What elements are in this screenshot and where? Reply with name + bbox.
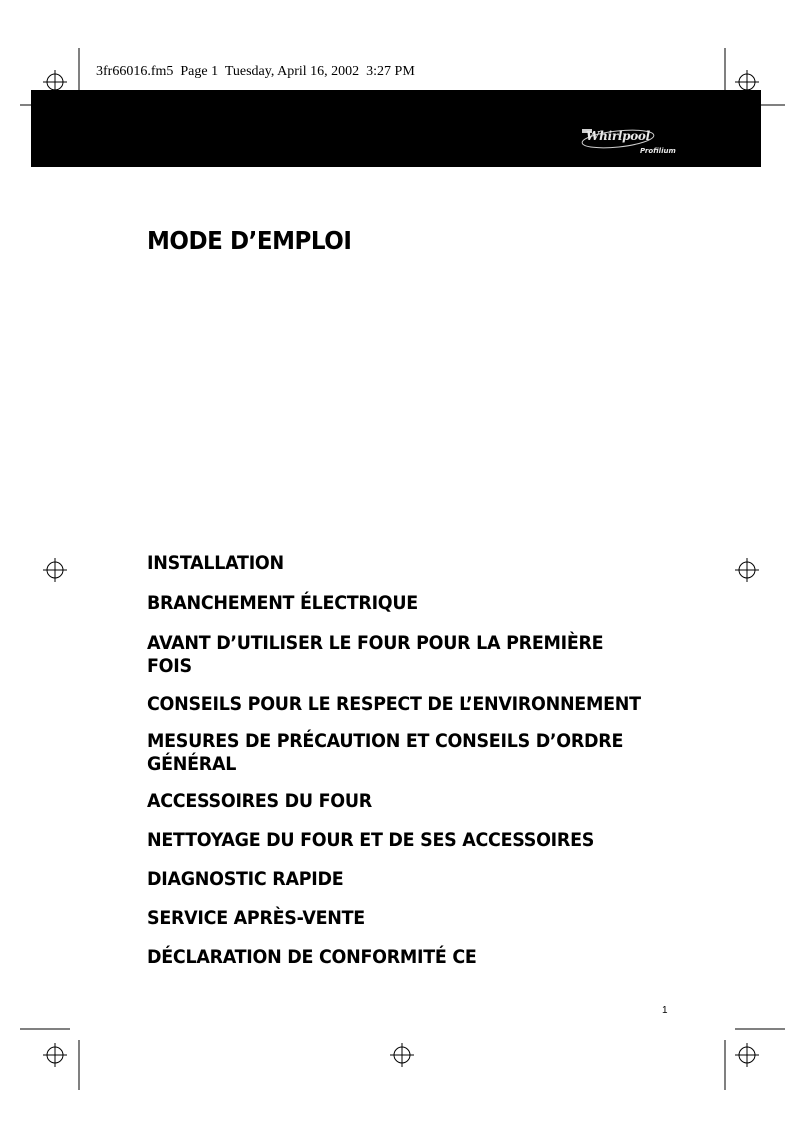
toc-item-declaration: DÉCLARATION DE CONFORMITÉ CE <box>147 946 477 968</box>
file-header: 3fr66016.fm5 Page 1 Tuesday, April 16, 2002 3:27 PM <box>96 64 415 79</box>
page-title: MODE D’EMPLOI <box>147 226 352 255</box>
toc-item-service: SERVICE APRÈS-VENTE <box>147 907 365 929</box>
logo-sub-text: Profilium <box>640 147 676 155</box>
toc-item-branchement: BRANCHEMENT ÉLECTRIQUE <box>147 592 418 614</box>
toc-item-mesures-precaution: MESURES DE PRÉCAUTION ET CONSEILS D’ORDRE GÉNÉRAL <box>147 730 624 775</box>
logo-brand-text: Whirlpool <box>586 129 650 143</box>
brand-logo <box>578 126 690 162</box>
toc-item-conseils-environnement: CONSEILS POUR LE RESPECT DE L’ENVIRONNEMENT <box>147 693 641 715</box>
toc-item-nettoyage: NETTOYAGE DU FOUR ET DE SES ACCESSOIRES <box>147 829 595 851</box>
page-number: 1 <box>662 1005 668 1016</box>
toc-item-installation: INSTALLATION <box>147 552 284 574</box>
toc-item-avant-utiliser: AVANT D’UTILISER LE FOUR POUR LA PREMIÈRE FOIS <box>147 632 604 677</box>
toc-item-accessoires: ACCESSOIRES DU FOUR <box>147 790 372 812</box>
table-of-contents <box>147 552 687 969</box>
toc-item-diagnostic: DIAGNOSTIC RAPIDE <box>147 868 344 890</box>
